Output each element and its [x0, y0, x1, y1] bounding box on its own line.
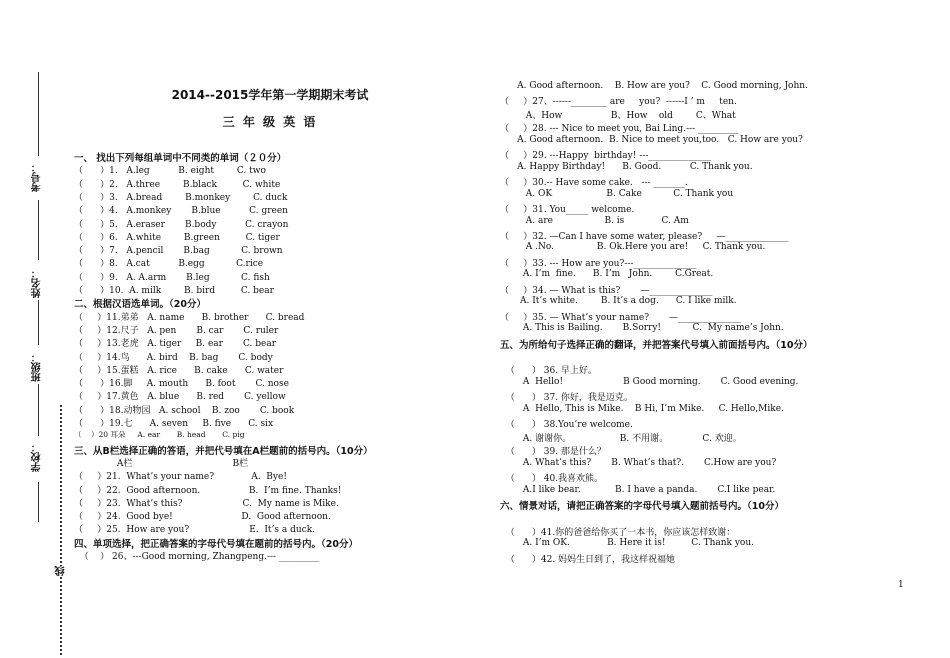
question-line: （ ）35. — What’s your name? —______________ — [500, 312, 742, 323]
question-line: （ ）29. ---Happy birthday! ---______________ — [500, 151, 712, 162]
question-line: （ ）6. A.white B.green C. tiger — [74, 232, 280, 243]
question-line: （ ）24. Good bye! D. Good afternoon. — [74, 512, 331, 523]
question-line: （ ）41.你的爸爸给你买了一本书，你应该怎样致谢： — [500, 527, 736, 538]
question-line: A. Good afternoon. B. Nice to meet you,too. C. How are you? — [500, 134, 803, 145]
exam-title: 2014--2015学年第一学期期末考试 — [171, 88, 369, 102]
question-line: A. are B. is C. Am — [500, 215, 689, 226]
question-line: A Hello, This is Mike. B Hi, I’m Mike. C. Hello,Mike. — [500, 403, 784, 414]
question-line: （ ）18.动物园 A. school B. zoo C. book — [74, 405, 295, 416]
name-label: 姓名： — [32, 268, 43, 298]
question-line: （ ）32. —Can I have some water, please? —______________ — [500, 231, 789, 242]
question-line: （ ）33. --- How are you?---______________ — [500, 258, 697, 269]
question-line: （ ）7. A.pencil B.bag C. brown — [74, 246, 283, 257]
question-line: A. Happy Birthday! B. Good. C. Thank you. — [500, 161, 753, 172]
question-line: A. It’s white. B. It’s a dog. C. I like milk. — [500, 296, 737, 307]
section-heading: 六、情景对话，请把正确答案的字母代号填入题前括号内。（10分） — [500, 500, 784, 512]
question-line: （ ）8. A.cat B.egg C.rice — [74, 259, 264, 270]
question-line: A .No. B. Ok.Here you are! C. Thank you. — [500, 242, 766, 253]
question-line: （ ）34. — What is this? —______________ — [500, 285, 713, 296]
question-line: （ ） 26、---Good morning, Zhangpeng.--- _________ — [74, 552, 320, 562]
section-heading: 一、 找出下列每组单词中不同类的单词（２０分） — [74, 153, 287, 164]
question-line: （ ）15.蛋糕 A. rice B. cake C. water — [74, 365, 284, 376]
section-heading: 二、根据汉语选单词。（20分） — [74, 299, 206, 311]
question-line: （ ）11.弟弟 A. name B. brother C. bread — [74, 312, 305, 323]
exam-subtitle: 三 年 级 英 语 — [222, 115, 318, 129]
cut-line-label: 线 — [56, 566, 67, 576]
margin-rule — [38, 72, 39, 156]
question-line: （ ）27、------________ are you? ------I ’ m ten. — [500, 97, 737, 108]
question-line: （ ）28. --- Nice to meet you, Bai Ling.--- _________ — [500, 124, 739, 135]
question-line: A. I’m fine. B. I’m John. C.Great. — [500, 269, 714, 280]
question-line: （ ） 36. 早上好。 — [500, 366, 597, 377]
question-line: （ ）20 耳朵 A. ear B. head C. pig — [74, 430, 245, 440]
question-line: （ ）30.-- Have some cake. --- _______. — [500, 178, 688, 189]
question-line: （ ）10. A. milk B. bird C. bear — [74, 286, 274, 296]
question-line: （ ）13.老虎 A. tiger B. ear C. bear — [74, 339, 277, 350]
question-line: A Hello! B Good morning. C. Good evening. — [500, 376, 799, 387]
class-label: 班级： — [32, 352, 43, 382]
question-line: A. Good afternoon. B. How are you? C. Good morning, John. — [500, 81, 808, 91]
question-line: （ ） 40.我喜欢熊。 — [500, 474, 604, 485]
cut-line — [60, 405, 62, 655]
question-line: （ ） 39. 那是什么？ — [500, 447, 606, 458]
question-line: （ ）17.黄色 A. blue B. red C. yellow — [74, 392, 286, 403]
question-line: （ ）25. How are you? E. It’s a duck. — [74, 525, 316, 536]
question-line: （ ）21. What’s your name? A. Bye! — [74, 472, 287, 483]
question-line: （ ）4. A.monkey B.blue C. green — [74, 206, 288, 217]
question-line: A.I like bear. B. I have a panda. C.I like pear. — [500, 484, 776, 495]
question-line: A. I’m OK. B. Here it is! C. Thank you. — [500, 538, 755, 549]
question-line: （ ） 37. 你好，我是迈克。 — [500, 393, 633, 404]
question-line: （ ）22. Good afternoon. B. I’m fine. Thanks! — [74, 485, 342, 496]
question-line: （ ） 38.You’re welcome. — [500, 420, 633, 431]
question-line: （ ）1. A.leg B. eight C. two — [74, 166, 266, 177]
margin-rule — [38, 482, 39, 522]
question-line: （ ）12.尺子 A. pen B. car C. ruler — [74, 325, 279, 336]
margin-rule — [38, 384, 39, 436]
question-line: A、How B、How old C、What — [500, 110, 736, 121]
question-line: （ ）2. A.three B.black C. white — [74, 179, 281, 190]
margin-rule — [38, 200, 39, 260]
section-heading: 三、从B栏选择正确的答语，并把代号填在A栏题前的括号内。（10分） — [74, 445, 373, 457]
question-line: （ ）31. You_____ welcome. — [500, 205, 635, 216]
question-line: （ ）14.鸟 A. bird B. bag C. body — [74, 352, 273, 363]
question-line: （ ）23. What’s this? C. My name is Mike. — [74, 498, 339, 509]
question-line: A. What’s this? B. What’s that?. C.How are you? — [500, 457, 777, 468]
question-line: A. OK B. Cake C. Thank you — [500, 188, 734, 199]
question-line: A. 谢谢你。 B. 不用谢。 C. 欢迎。 — [500, 433, 742, 444]
section-heading: 四、单项选择，把正确答案的字母代号填在题前的括号内。（20分） — [74, 538, 358, 550]
question-line: （ ）9. A. A.arm B.leg C. fish — [74, 272, 270, 283]
margin-rule — [38, 300, 39, 345]
exam-number-label: 考号： — [32, 162, 43, 192]
question-line: （ ）5. A.eraser B.body C. crayon — [74, 219, 289, 230]
page-number: 1 — [898, 580, 904, 590]
question-line: （ ）3. A.bread B.monkey C. duck — [74, 192, 288, 203]
question-line: （ ）42. 妈妈生日到了，我这样祝福她 — [500, 554, 676, 565]
question-line: A. This is Bailing. B.Sorry! C. My name’s John. — [500, 323, 784, 334]
binding-margin — [0, 0, 66, 658]
question-line: A栏 B栏 — [74, 458, 249, 469]
school-label: 学校： — [32, 442, 43, 472]
question-line: （ ）16.脚 A. mouth B. foot C. nose — [74, 379, 289, 390]
question-line: （ ）19.七 A. seven B. five C. six — [74, 419, 274, 429]
section-heading: 五、为所给句子选择正确的翻译，并把答案代号填入前面括号内。（10分） — [500, 339, 813, 351]
